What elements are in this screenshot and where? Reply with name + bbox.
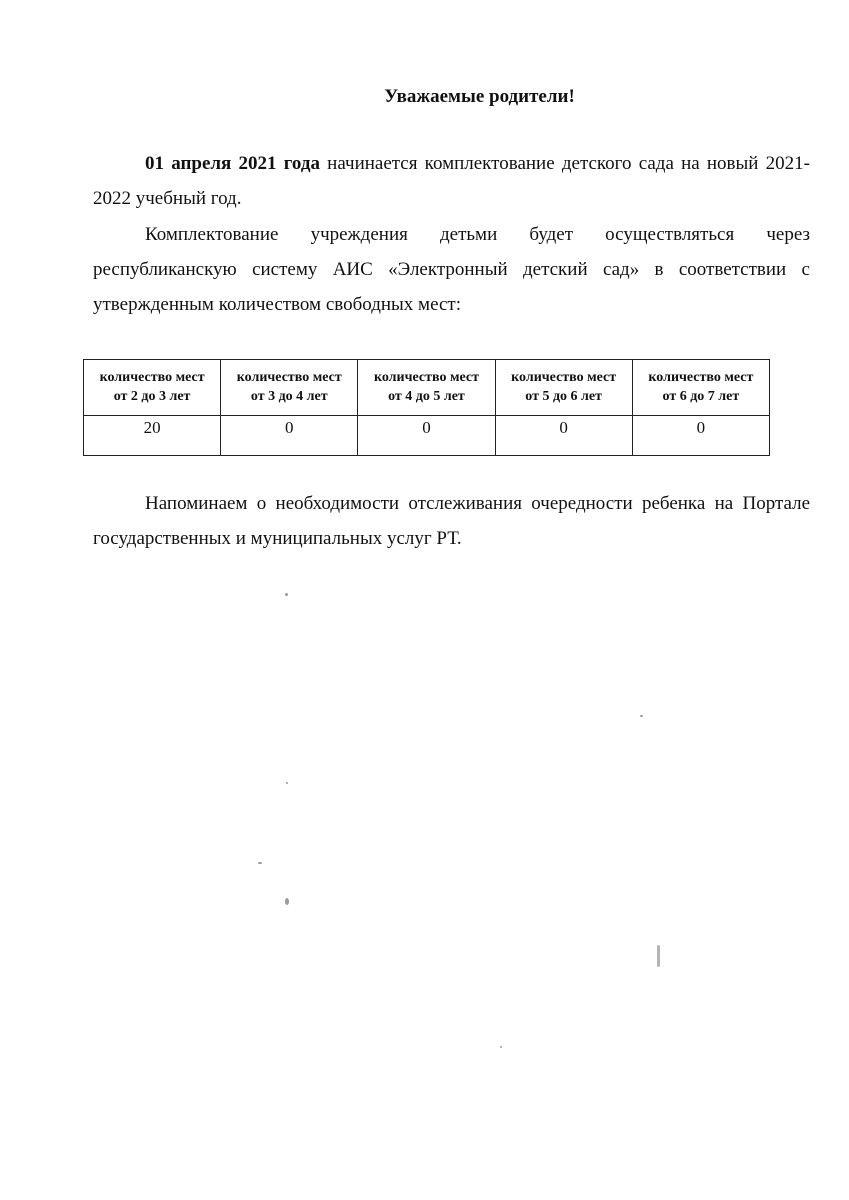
header-age-range: от 6 до 7 лет xyxy=(662,389,740,404)
header-age-5-6 xyxy=(495,360,632,416)
header-age-range: от 5 до 6 лет xyxy=(525,389,603,404)
header-age-range: от 4 до 5 лет xyxy=(388,389,465,404)
header-age-range: от 3 до 4 лет xyxy=(250,389,328,404)
start-date-text: начинается комплектование детского сада на новый 2021-2022 учебный год. xyxy=(93,153,810,209)
header-age-4-5 xyxy=(358,360,495,416)
scan-speck xyxy=(258,862,262,864)
start-date: 01 апреля 2021 года xyxy=(145,153,320,174)
header-age-2-3 xyxy=(84,360,221,416)
value-age-2-3: 20 xyxy=(84,416,221,456)
scan-speck xyxy=(285,593,288,596)
header-label: количество мест xyxy=(236,370,342,385)
header-label: количество мест xyxy=(373,370,479,385)
header-label: количество мест xyxy=(648,370,754,385)
header-age-range: от 2 до 3 лет xyxy=(113,389,191,404)
value-age-6-7: 0 xyxy=(632,416,769,456)
value-age-3-4: 0 xyxy=(221,416,358,456)
table-header-row xyxy=(84,360,770,416)
notice-paragraph-reminder: Напоминаем о необходимости отслеживания очередности ребенка на Портале государственных и муниципальных услуг РТ. xyxy=(93,493,810,549)
header-label: количество мест xyxy=(511,370,617,385)
notice-paragraph-start-date xyxy=(93,146,810,216)
scan-speck xyxy=(640,715,643,717)
header-label: количество мест xyxy=(99,370,205,385)
notice-paragraph-enrollment: Комплектование учреждения детьми будет осуществляться через республиканскую систему АИС «Электронный детский сад» в соответствии с утвержденным количеством свободных мест: xyxy=(93,224,810,315)
scan-speck xyxy=(285,898,289,905)
table-row xyxy=(84,416,770,456)
header-age-6-7 xyxy=(632,360,769,416)
notice-title: Уважаемые родители! xyxy=(384,86,575,107)
header-age-3-4 xyxy=(221,360,358,416)
scan-speck xyxy=(286,782,288,784)
value-age-5-6: 0 xyxy=(495,416,632,456)
value-age-4-5: 0 xyxy=(358,416,495,456)
free-places-table xyxy=(83,359,770,456)
scan-speck xyxy=(500,1046,502,1048)
scan-speck xyxy=(657,945,660,967)
